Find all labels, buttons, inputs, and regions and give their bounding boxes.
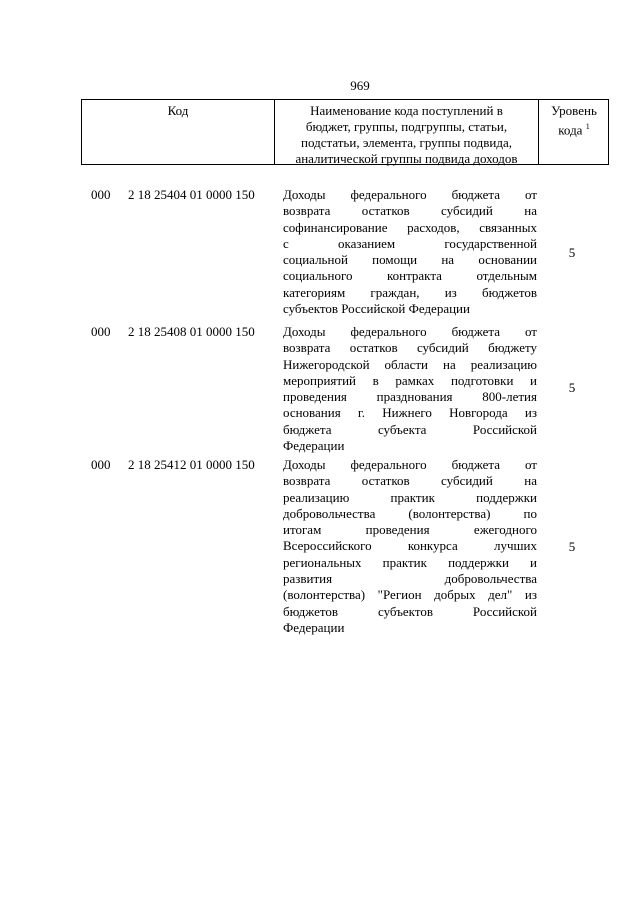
table-header (81, 99, 609, 165)
header-name-line: аналитической группы подвида доходов (295, 151, 518, 166)
row-name-line: Доходы федерального бюджета от (283, 187, 537, 202)
footnote-marker: 1 (585, 122, 590, 131)
header-level-line1: Уровень (551, 103, 597, 118)
row-level: 5 (568, 380, 576, 395)
row-level: 5 (568, 245, 576, 260)
row-name-line: возврата остатков субсидий бюджету (283, 340, 537, 356)
row-code: 2 18 25404 01 0000 150 (128, 187, 255, 202)
row-name-line: региональных практик поддержки и (283, 554, 537, 570)
row-name-line: бюджетов субъектов Российской (283, 603, 537, 619)
row-name-line: (волонтерства) "Регион добрых дел" из (283, 587, 537, 603)
header-name-line: подстатьи, элемента, группы подвида, (301, 135, 512, 150)
row-name-line: возврата остатков субсидий на (283, 473, 537, 489)
row-name-line: софинансирование расходов, связанных (283, 219, 537, 235)
row-name-line: Всероссийского конкурса лучших (283, 538, 537, 554)
row-name-line: добровольчества (волонтерства) по (283, 505, 537, 521)
row-name-line: социальной помощи на основании (283, 252, 537, 268)
row-name-line: итогам проведения ежегодного (283, 522, 537, 538)
row-name-line: возврата остатков субсидий на (283, 203, 537, 219)
row-name-line: развития добровольчества (283, 571, 537, 587)
row-name (283, 187, 537, 317)
row-name-line: реализацию практик поддержки (283, 489, 537, 505)
row-name-line: основания г. Нижнего Новгорода из (283, 405, 537, 421)
header-level (539, 103, 609, 138)
row-name (283, 457, 537, 636)
row-name-line: Доходы федерального бюджета от (283, 324, 537, 339)
row-prefix: 000 (91, 457, 111, 472)
header-code: Код (167, 103, 189, 118)
row-level: 5 (568, 539, 576, 554)
row-name-line: бюджета субъекта Российской (283, 421, 537, 437)
row-name-line: Доходы федерального бюджета от (283, 457, 537, 472)
row-name-line: субъектов Российской Федерации (283, 301, 470, 317)
header-name-line: бюджет, группы, подгруппы, статьи, (305, 119, 508, 134)
page-number: 969 (350, 78, 370, 93)
row-name-line: проведения празднования 800-летия (283, 389, 537, 405)
row-name-line: Федерации (283, 438, 345, 454)
row-code: 2 18 25412 01 0000 150 (128, 457, 255, 472)
row-name (283, 324, 537, 454)
row-name-line: социального контракта отдельным (283, 268, 537, 284)
row-name-line: категориям граждан, из бюджетов (283, 284, 537, 300)
header-name-line: Наименование кода поступлений в (310, 103, 503, 118)
row-prefix: 000 (91, 187, 111, 202)
header-name (275, 103, 538, 167)
row-name-line: с оказанием государственной (283, 235, 537, 251)
row-name-line: Федерации (283, 619, 345, 635)
row-name-line: мероприятий в рамках подготовки и (283, 372, 537, 388)
row-code: 2 18 25408 01 0000 150 (128, 324, 255, 339)
row-prefix: 000 (91, 324, 111, 339)
row-name-line: Нижегородской области на реализацию (283, 356, 537, 372)
header-level-line2: кода $^1$ (558, 122, 590, 138)
